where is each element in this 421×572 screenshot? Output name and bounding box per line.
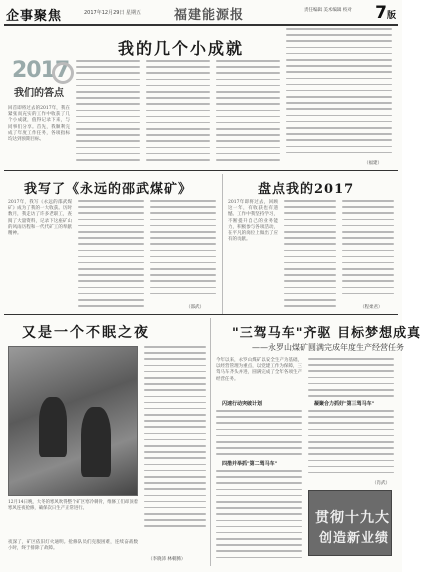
page-number-value: 7 — [375, 3, 387, 23]
article4-column — [144, 346, 206, 536]
article4-body: 夜深了，矿区依旧灯火通明。抢修队员们克服困难，连续奋战数小时，终于排除了故障。 — [8, 540, 138, 552]
issue-date: 2017年12月29日 星期五 — [84, 10, 142, 16]
slogan-line-2: 创造新业绩 — [319, 531, 390, 546]
page-suffix: 版 — [386, 11, 396, 21]
masthead — [4, 4, 398, 26]
article5-subhead-1: 闪速行动突破计划 — [222, 401, 263, 407]
article2-column-2 — [78, 200, 144, 312]
banner-year: 2017 — [12, 58, 70, 83]
article5-column-1a — [216, 410, 302, 458]
article4-byline: （李晓沛 林朝腾） — [148, 557, 186, 562]
paper-title: 福建能源报 — [174, 8, 245, 23]
article4-caption: 12月14日晚，大冬的寒风吹得整个矿区寒冷刺骨，维修工们却顶着寒风连夜抢修，确保次日生产正常进行。 — [8, 500, 138, 511]
page-number — [375, 3, 396, 23]
article2-body: 2017年，我写《永远的邵武煤矿》成为了我的一大收获。历时数月，我走访了许多老职工，查阅了大量资料，记录下这座矿山的风雨历程和一代代矿工的奉献精神。 — [8, 200, 72, 237]
article3-body: 2017年即将过去，回顾这一年，有收获也有遗憾。工作中我坚持学习，不断提升自己的业务能力，积极参与各项活动，在平凡的岗位上做出了应有的贡献。 — [228, 200, 278, 243]
article3-headline: 盘点我的2017 — [258, 182, 355, 197]
article1-column-3 — [146, 60, 210, 168]
photo-figure-2 — [81, 407, 111, 477]
article4-headline: 又是一个不眠之夜 — [22, 325, 150, 341]
article3-byline: （程柔君） — [360, 305, 383, 310]
column-divider-2 — [210, 318, 211, 566]
article2-byline: （邵武） — [186, 305, 204, 310]
article5-headline: "三驾马车"齐驱 目标梦想成真 — [232, 326, 421, 341]
article3-column-3 — [342, 200, 394, 300]
article2-column-3 — [150, 200, 216, 300]
column-divider — [222, 174, 223, 314]
ring-decoration — [52, 62, 74, 84]
article1-column-2 — [76, 60, 140, 168]
slogan-line-1: 贯彻十九大 — [315, 510, 390, 526]
article5-subhead-3: 凝聚合力抓好"第三驾马车" — [314, 401, 375, 407]
article3-column-2 — [284, 200, 336, 312]
workers-photo — [8, 346, 138, 496]
article5-body: 今年以来，永罗山煤矿以安全生产为基础，以经营管理为重点，以党建工作为保障，三驾马车齐头并进，圆满完成了全年各项生产经营任务。 — [216, 358, 302, 382]
article5-subhead-2: 四措并举抓"第二驾马车" — [222, 461, 278, 467]
section-name: 企事聚焦 — [6, 9, 63, 24]
article5-column-1b — [216, 470, 302, 562]
editor-info: 责任编辑 美术编辑 校对 — [304, 8, 352, 13]
article5-column-2a — [308, 358, 394, 398]
article1-column-5 — [286, 28, 392, 160]
article2-headline: 我写了《永远的邵武煤矿》 — [24, 182, 193, 197]
article5-byline: （肖武） — [372, 481, 390, 486]
year-banner-graphic — [8, 56, 78, 102]
slogan-box — [308, 490, 392, 556]
banner-subtitle: 我们的答点 — [14, 88, 64, 99]
photo-figure-1 — [39, 397, 67, 457]
article1-headline: 我的几个小成就 — [118, 39, 245, 58]
article1-column-4 — [216, 60, 280, 168]
article5-column-2b — [308, 410, 394, 480]
section-divider — [4, 170, 398, 171]
article1-body: 回首即将过去的2017年，我在紧张而充实的工作中收获了几个小成就，值得记录下来，与同事们分享。首先，我顺利完成了年度工作任务，各项指标均达到预期目标。 — [8, 106, 70, 143]
article1-byline: （福建） — [364, 161, 382, 166]
section-divider-2 — [4, 314, 398, 315]
article5-subtitle: ——永罗山煤矿圆满完成年度生产经营任务 — [252, 343, 404, 352]
